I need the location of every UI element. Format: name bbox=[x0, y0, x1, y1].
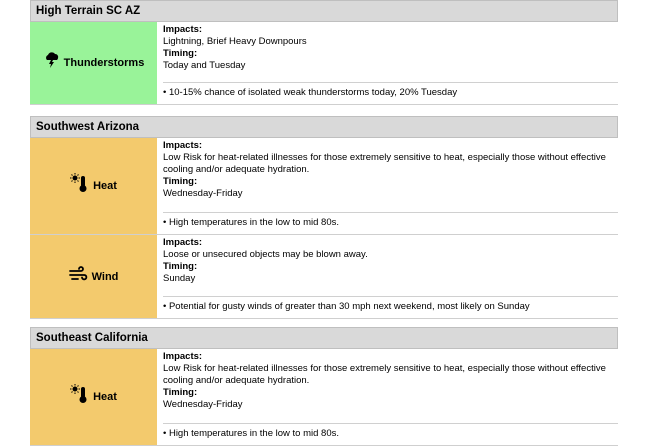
hazard-cell-thunderstorms bbox=[30, 22, 158, 104]
region-header: High Terrain SC AZ bbox=[30, 0, 618, 22]
hazard-note: • 10-15% chance of isolated weak thunderstorms today, 20% Tuesday bbox=[163, 82, 618, 104]
hazard-name: Heat bbox=[93, 180, 117, 192]
timing-label: Timing: bbox=[163, 387, 198, 398]
timing-text: Wednesday-Friday bbox=[163, 188, 243, 199]
heat-thermometer-icon bbox=[70, 384, 90, 404]
hazard-note: • High temperatures in the low to mid 80s. bbox=[163, 423, 618, 445]
region-section-southwest-arizona bbox=[30, 116, 618, 319]
impacts-text: Low Risk for heat-related illnesses for those extremely sensitive to heat, especially those without effective cooling and/or adequate hydration. bbox=[163, 152, 606, 175]
impacts-label: Impacts: bbox=[163, 237, 203, 248]
timing-text: Today and Tuesday bbox=[163, 60, 246, 71]
hazard-note: • Potential for gusty winds of greater than 30 mph next weekend, most likely on Sunday bbox=[163, 296, 618, 318]
hazard-note: • High temperatures in the low to mid 80s. bbox=[163, 212, 618, 234]
region-header: Southwest Arizona bbox=[30, 116, 618, 138]
hazard-row-heat bbox=[30, 349, 618, 446]
region-section-southeast-california bbox=[30, 327, 618, 446]
timing-label: Timing: bbox=[163, 261, 198, 272]
hazard-cell-heat bbox=[30, 349, 158, 445]
hazard-details bbox=[158, 138, 618, 234]
impacts-label: Impacts: bbox=[163, 140, 203, 151]
impacts-text: Low Risk for heat-related illnesses for those extremely sensitive to heat, especially those without effective cooling and/or adequate hydration. bbox=[163, 363, 606, 386]
hazard-cell-wind bbox=[30, 235, 158, 318]
impacts-label: Impacts: bbox=[163, 24, 203, 35]
hazard-name: Wind bbox=[91, 270, 119, 283]
impacts-label: Impacts: bbox=[163, 351, 203, 362]
hazard-details bbox=[158, 349, 618, 445]
timing-text: Wednesday-Friday bbox=[163, 399, 243, 410]
hazard-row-heat bbox=[30, 138, 618, 235]
hazard-name: Thunderstorms bbox=[63, 57, 145, 69]
hazard-row-thunderstorms bbox=[30, 22, 618, 105]
impacts-text: Loose or unsecured objects may be blown away. bbox=[163, 249, 368, 260]
hazard-row-wind bbox=[30, 235, 618, 319]
hazard-details bbox=[158, 235, 618, 318]
region-section-high-terrain bbox=[30, 0, 618, 105]
timing-text: Sunday bbox=[163, 273, 196, 284]
timing-label: Timing: bbox=[163, 48, 198, 59]
hazard-name: Heat bbox=[93, 391, 117, 403]
timing-label: Timing: bbox=[163, 176, 198, 187]
wind-icon bbox=[69, 266, 89, 282]
hazard-cell-heat bbox=[30, 138, 158, 234]
thunderstorm-icon bbox=[43, 51, 61, 69]
region-header: Southeast California bbox=[30, 327, 618, 349]
heat-thermometer-icon bbox=[70, 173, 90, 193]
hazard-details bbox=[158, 22, 618, 104]
impacts-text: Lightning, Brief Heavy Downpours bbox=[163, 36, 307, 47]
